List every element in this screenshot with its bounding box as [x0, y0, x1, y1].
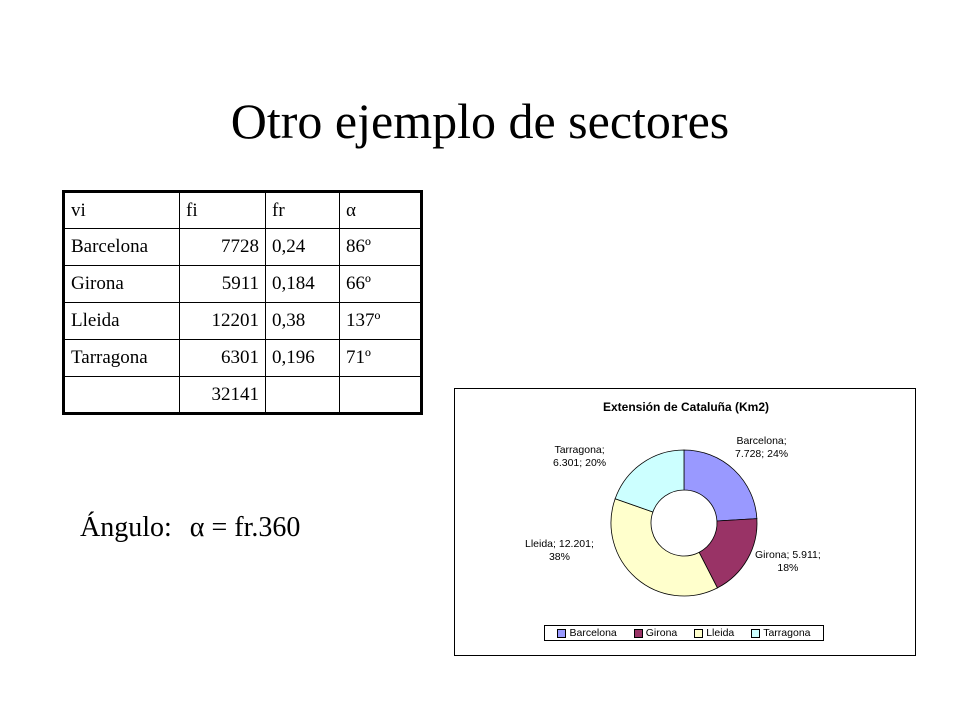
data-label-tarragona: Tarragona; 6.301; 20%	[553, 444, 607, 469]
table-cell: 0,184	[266, 266, 340, 303]
donut-chart	[454, 388, 916, 656]
formula-label: Ángulo:	[80, 512, 172, 543]
legend-swatch	[557, 629, 566, 638]
table-header-row	[64, 192, 422, 229]
table-total-row	[64, 377, 422, 414]
legend-item-tarragona	[751, 627, 810, 639]
donut-slice-lleida	[611, 499, 717, 596]
data-label-lleida: Lleida; 12.201; 38%	[525, 538, 594, 563]
legend-label: Girona	[645, 627, 678, 639]
table-cell	[64, 377, 180, 414]
chart-legend	[544, 625, 824, 641]
table-row	[64, 340, 422, 377]
table-row	[64, 266, 422, 303]
table-cell: 86º	[340, 229, 422, 266]
table-cell: 137º	[340, 303, 422, 340]
table-cell: Lleida	[64, 303, 180, 340]
table-cell: 5911	[180, 266, 266, 303]
table-cell: Barcelona	[64, 229, 180, 266]
table-cell: Girona	[64, 266, 180, 303]
legend-swatch	[634, 629, 643, 638]
table-cell: 0,38	[266, 303, 340, 340]
legend-item-lleida	[694, 627, 734, 639]
table-cell: 0,24	[266, 229, 340, 266]
table-cell	[340, 377, 422, 414]
table-cell: Tarragona	[64, 340, 180, 377]
angle-formula	[80, 512, 300, 544]
chart-title: Extensión de Cataluña (Km2)	[602, 400, 770, 414]
data-label-barcelona: Barcelona; 7.728; 24%	[735, 435, 789, 460]
header-cell: fi	[180, 192, 266, 229]
legend-label: Barcelona	[569, 627, 617, 639]
legend-item-girona	[634, 627, 678, 639]
slide-title: Otro ejemplo de sectores	[230, 93, 730, 149]
header-cell: α	[340, 192, 422, 229]
legend-label: Lleida	[706, 627, 735, 639]
formula-expression: α = fr.360	[189, 512, 301, 543]
table-cell: 12201	[180, 303, 266, 340]
legend-swatch	[694, 629, 703, 638]
table-cell	[266, 377, 340, 414]
legend-swatch	[751, 629, 760, 638]
table-row	[64, 303, 422, 340]
donut-chart-svg	[455, 389, 915, 655]
table-cell: 71º	[340, 340, 422, 377]
table-total-cell: 32141	[180, 377, 266, 414]
legend-label: Tarragona	[763, 627, 811, 639]
table-cell: 66º	[340, 266, 422, 303]
data-label-girona: Girona; 5.911; 18%	[755, 549, 821, 574]
legend-item-barcelona	[557, 627, 616, 639]
table-cell: 0,196	[266, 340, 340, 377]
frequency-table	[62, 190, 423, 415]
table-cell: 6301	[180, 340, 266, 377]
table-row	[64, 229, 422, 266]
header-cell: vi	[64, 192, 180, 229]
header-cell: fr	[266, 192, 340, 229]
donut-slice-tarragona	[615, 450, 684, 512]
table-cell: 7728	[180, 229, 266, 266]
